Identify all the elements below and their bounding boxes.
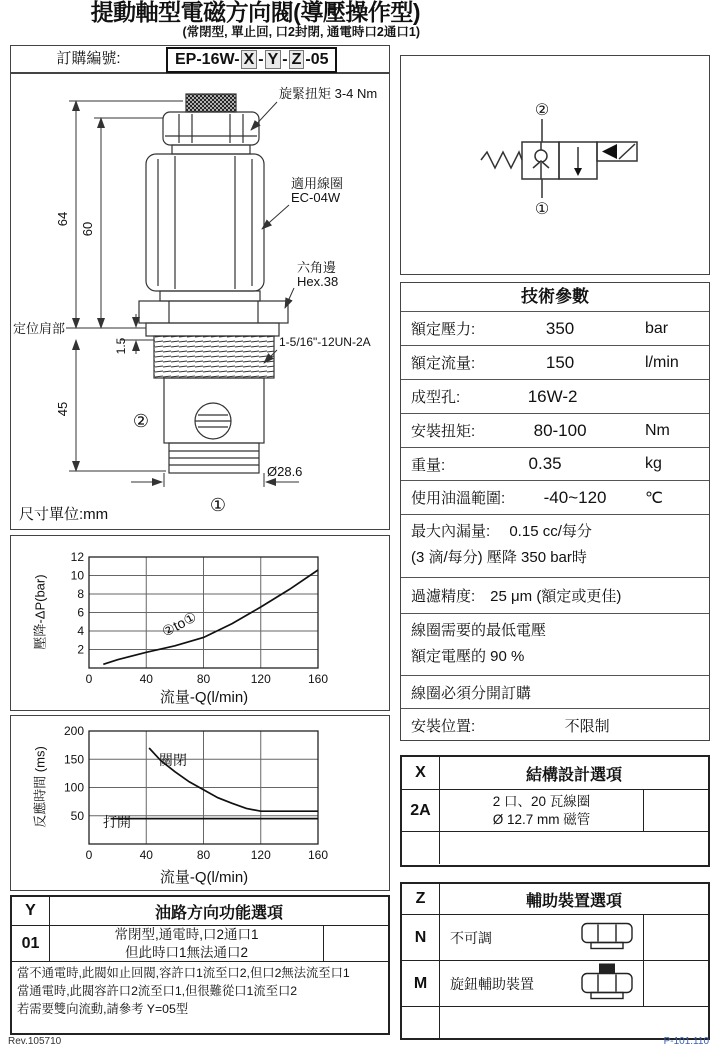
tech-row-oil-temp <box>401 480 709 514</box>
z-row-m-code: M <box>402 961 440 1006</box>
tech-value: 350 <box>545 318 575 338</box>
knurled-cap <box>186 94 236 112</box>
valve-drawing <box>11 74 389 529</box>
z-row-m-description <box>440 961 644 1006</box>
order-code-suffix: -05 <box>305 51 329 68</box>
tech-row-min-voltage <box>401 613 709 675</box>
y-row-empty-cell <box>324 926 388 961</box>
tech-value: 16W-2 <box>527 386 578 406</box>
tech-unit: bar <box>645 319 669 337</box>
x-row-empty-cell <box>644 790 708 831</box>
y-note-line2: 當通電時,此閥容許口2流至口1,但很難從口1流至口2 <box>17 983 298 998</box>
tech-row-flow <box>401 345 709 379</box>
tech-row-cavity <box>401 379 709 413</box>
chart1-ylabel: 壓降-ΔP(bar) <box>32 574 48 650</box>
svg-text:80: 80 <box>196 672 211 686</box>
hex-nut-knob-icon <box>579 962 635 1005</box>
open-curve-annotation: 打開 <box>103 814 131 830</box>
tech-label: 額定壓力: <box>411 321 476 338</box>
tech-unit: ℃ <box>645 489 663 507</box>
footer-left: Rev.105710 <box>8 1036 62 1047</box>
svg-text:160: 160 <box>307 848 329 862</box>
tech-label: 重量: <box>411 456 446 474</box>
z-table-header-row <box>402 884 708 914</box>
tech-value: 80-100 <box>533 420 587 440</box>
x-row-code: 2A <box>402 790 440 831</box>
y-table-notes <box>12 961 388 1021</box>
min-voltage-line2: 額定電壓的 90 % <box>411 648 525 666</box>
svg-text:100: 100 <box>63 780 84 795</box>
tech-row-pressure <box>401 311 709 345</box>
thread-section <box>154 336 274 378</box>
symbol-port-bottom: ① <box>534 201 550 218</box>
tech-unit: kg <box>645 455 662 472</box>
tech-row-weight <box>401 447 709 480</box>
page-subtitle: (常閉型, 單止回, 口2封閉, 通電時口2通口1) <box>182 25 420 40</box>
tech-label: 安裝扭矩: <box>411 423 476 440</box>
x-table-row-2a <box>402 789 708 831</box>
order-code-prefix: EP-16W- <box>175 51 240 68</box>
y-table-title: 油路方向功能選項 <box>154 904 283 922</box>
z-options-table <box>400 882 710 1040</box>
x-row-line1: 2 口、20 瓦線圈 <box>492 793 591 809</box>
order-number-box <box>10 45 390 73</box>
svg-text:8: 8 <box>77 587 84 601</box>
x-row-line2: Ø 12.7 mm 磁管 <box>492 811 591 827</box>
svg-text:0: 0 <box>85 848 93 862</box>
order-code-y: Y <box>265 50 282 69</box>
symbol-port-top: ② <box>534 102 550 119</box>
tech-value: 0.35 <box>528 454 562 473</box>
chart2-ylabel: 反應時間 (ms) <box>32 746 48 828</box>
footer-right: P-101.110 <box>663 1036 709 1047</box>
svg-text:10: 10 <box>70 568 84 583</box>
z-table-empty-row <box>402 1006 708 1038</box>
pressure-drop-chart <box>11 536 389 686</box>
tech-header: 技術參數 <box>521 287 589 306</box>
y-note-line3: 若需要雙向流動,請參考 Y=05型 <box>17 1001 189 1016</box>
chart1-curve-annotation: ②to① <box>159 608 200 640</box>
tech-unit: Nm <box>645 421 670 439</box>
y-row-line1: 常閉型,通電時,口2通口1 <box>114 926 259 942</box>
y-note-line1: 當不通電時,此閥如止回閥,容許口1流至口2,但口2無法流至口1 <box>17 966 350 980</box>
tech-value: -40~120 <box>543 487 607 507</box>
pressure-drop-chart-panel <box>10 535 390 711</box>
x-table-code: X <box>402 757 440 789</box>
filtration-text: 過濾精度: 25 μm (額定或更佳) <box>411 588 622 605</box>
tech-parameters-table <box>400 282 710 741</box>
mounting-label: 安裝位置: <box>411 718 476 735</box>
order-number-label: 訂購編號: <box>56 50 121 67</box>
tech-unit: l/min <box>645 353 679 371</box>
z-table-code: Z <box>402 884 440 914</box>
y-table-row-01 <box>12 925 388 961</box>
top-nut <box>163 112 259 145</box>
torque-callout: 旋緊扭矩 3-4 Nm <box>279 86 378 101</box>
chart2-xlabel: 流量-Q(l/min) <box>159 869 249 886</box>
z-row-n-code: N <box>402 915 440 960</box>
locating-shoulder <box>146 323 279 336</box>
svg-text:120: 120 <box>250 672 271 686</box>
svg-text:4: 4 <box>77 624 84 638</box>
svg-text:80: 80 <box>196 848 211 862</box>
response-time-chart <box>11 716 389 866</box>
svg-text:120: 120 <box>250 848 271 862</box>
z-table-row-m <box>402 960 708 1006</box>
page-title: 提動軸型電磁方向閥(導壓操作型) <box>90 0 420 25</box>
x-table-empty-row <box>402 831 708 864</box>
tech-row-coil-order <box>401 675 709 708</box>
order-code <box>166 47 337 73</box>
z-table-row-n <box>402 914 708 960</box>
svg-text:160: 160 <box>307 672 329 686</box>
response-time-chart-panel <box>10 715 390 891</box>
order-code-z: Z <box>289 50 305 69</box>
z-row-m-label: 旋鈕輔助裝置 <box>450 975 534 992</box>
dim-60: 60 <box>80 221 95 237</box>
svg-text:0: 0 <box>85 672 93 686</box>
svg-text:50: 50 <box>70 808 84 823</box>
coil-spacer <box>160 291 260 301</box>
diameter-label: Ø28.6 <box>267 464 303 479</box>
tech-row-torque <box>401 413 709 447</box>
tech-row-filtration <box>401 577 709 613</box>
hydraulic-symbol <box>401 56 709 274</box>
leakage-line2: (3 滴/每分) 壓降 350 bar時 <box>411 549 587 567</box>
tech-value: 150 <box>545 352 575 372</box>
svg-text:6: 6 <box>77 605 84 620</box>
tech-row-leakage <box>401 514 709 577</box>
drawing-port1-label: ① <box>209 495 227 515</box>
svg-text:40: 40 <box>139 672 153 686</box>
spring-symbol <box>481 152 522 168</box>
svg-text:12: 12 <box>70 550 84 564</box>
y-options-table <box>10 895 390 1035</box>
svg-text:2: 2 <box>77 642 84 657</box>
tech-label: 使用油溫範圍: <box>411 490 506 507</box>
svg-text:150: 150 <box>63 752 84 767</box>
hex-callout-line1: 六角邊 <box>297 260 337 275</box>
order-code-sep2: - <box>282 51 288 68</box>
dim-45: 45 <box>55 401 70 417</box>
y-row-line2: 但此時口1無法通口2 <box>124 944 249 960</box>
tech-row-mounting <box>401 708 709 742</box>
coil-body <box>146 154 264 291</box>
y-row-description <box>50 926 324 961</box>
min-voltage-line1: 線圈需要的最低電壓 <box>411 622 547 639</box>
hex-callout-line2: Hex.38 <box>297 274 339 289</box>
order-code-x: X <box>241 50 258 69</box>
chart1-xlabel: 流量-Q(l/min) <box>159 689 249 706</box>
valve-drawing-panel <box>10 73 390 530</box>
coil-callout-line1: 適用線圈 <box>291 176 344 191</box>
svg-text:200: 200 <box>63 724 84 738</box>
shoulder-label: 定位肩部 <box>13 321 66 336</box>
x-table-header-row <box>402 757 708 789</box>
z-row-n-label: 不可調 <box>450 929 492 946</box>
valve-body <box>164 378 264 443</box>
close-curve-annotation: 關閉 <box>159 752 187 768</box>
title-block <box>0 0 420 39</box>
coil-order-text: 線圈必須分開訂購 <box>411 684 532 702</box>
z-row-n-description <box>440 915 644 960</box>
hydraulic-symbol-panel <box>400 55 710 275</box>
svg-text:40: 40 <box>139 848 153 862</box>
y-table-header-row <box>12 897 388 925</box>
y-row-code: 01 <box>12 926 50 961</box>
tech-label: 額定流量: <box>411 355 476 372</box>
dim-64: 64 <box>55 211 70 227</box>
x-row-description <box>440 790 644 831</box>
hex-nut <box>139 301 288 323</box>
drawing-port2-label: ② <box>132 411 150 431</box>
thread-callout: 1-5/16"-12UN-2A <box>279 335 371 349</box>
mounting-value: 不限制 <box>564 718 610 735</box>
x-options-table <box>400 755 710 867</box>
leakage-line1: 最大內漏量: 0.15 cc/每分 <box>411 523 592 540</box>
dim-1-5: 1.5 <box>114 337 128 355</box>
y-table-code: Y <box>12 897 50 925</box>
dimension-unit-note: 尺寸單位:mm <box>19 506 109 523</box>
coil-callout-line2: EC-04W <box>291 190 341 205</box>
tech-label: 成型孔: <box>411 389 461 406</box>
hex-nut-icon <box>579 920 635 955</box>
z-table-title: 輔助裝置選項 <box>525 892 622 910</box>
nut-flange <box>172 145 250 154</box>
order-code-sep1: - <box>258 51 264 68</box>
x-table-title: 結構設計選項 <box>525 766 622 784</box>
